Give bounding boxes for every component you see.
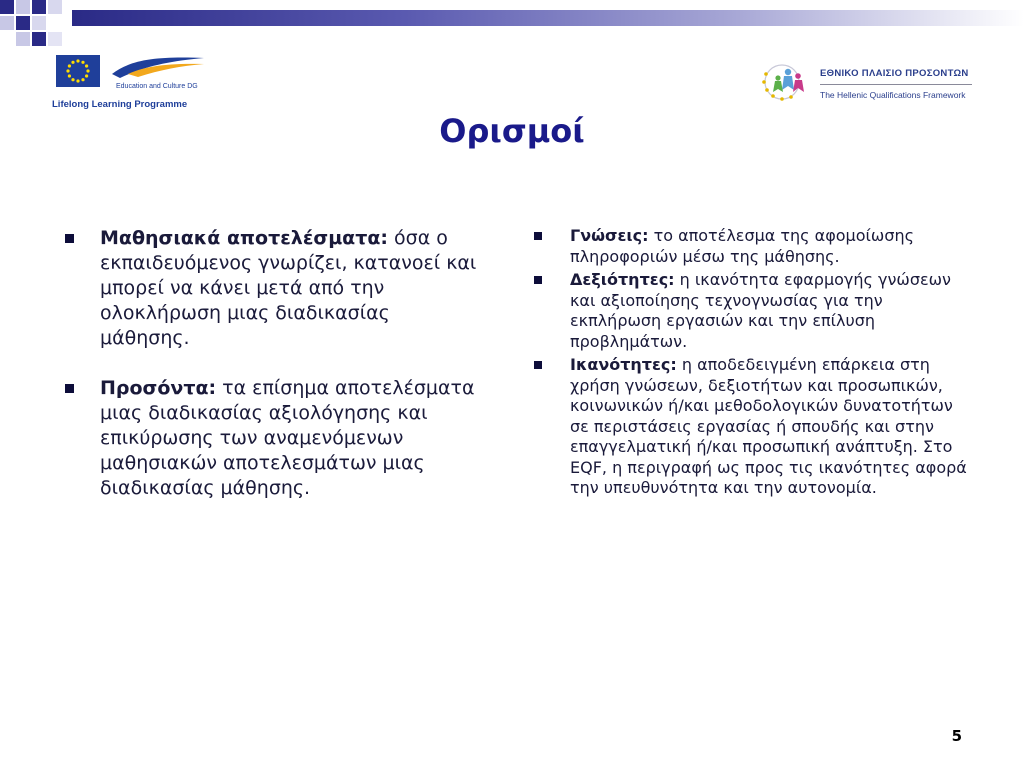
square-bullet-icon (534, 232, 542, 240)
list-item (532, 270, 972, 352)
header-decoration (0, 0, 1024, 60)
swoosh-icon (110, 52, 206, 80)
square-bullet-icon (65, 234, 74, 243)
definition-text: όσα ο εκπαιδευόμενος γνωρίζει, κατανοεί και μπορεί να κάνει μετά από την ολοκλήρωση μιας διαδικασίας μάθησης. (100, 227, 477, 349)
list-item (532, 355, 972, 499)
divider (820, 84, 972, 85)
page-number: 5 (951, 727, 962, 745)
eu-department-label: Education and Culture DG (116, 83, 198, 90)
definition-text: η ικανότητα εφαρμογής γνώσεων και αξιοποίησης τεχνογνωσίας για την εκπλήρωση εργασιών και την επίλυση προβλημάτων. (570, 270, 951, 351)
page-title: Ορισμοί (439, 112, 585, 150)
square-bullet-icon (65, 384, 74, 393)
nqf-title-greek: ΕΘΝΙΚΟ ΠΛΑΙΣΙΟ ΠΡΟΣΟΝΤΩΝ (820, 68, 969, 79)
nqf-title-english: The Hellenic Qualifications Framework (820, 90, 966, 100)
header-gradient-bar (72, 10, 1024, 26)
definition-text: η αποδεδειγμένη επάρκεια στη χρήση γνώσεων, δεξιοτήτων και προσωπικών, κοινωνικών ή/και μεθοδολογικών δυνατοτήτων σε περιστάσεις εργασίας ή σπουδής και στην επαγγελματική ή/και προσωπική ανάπτυξη. Στο EQF, η περιγραφή ως προς τις ικανότητες αφορά την υπευθυνότητα και την αυτονομία. (570, 355, 967, 497)
eu-lifelong-learning-logo (52, 52, 208, 114)
list-item (63, 376, 483, 501)
list-item (532, 226, 972, 267)
nqf-logo (758, 60, 978, 110)
square-bullet-icon (534, 361, 542, 369)
eu-programme-label: Lifelong Learning Programme (52, 99, 188, 110)
definition-term: Μαθησιακά αποτελέσματα: (100, 227, 389, 249)
definition-term: Γνώσεις: (570, 226, 649, 245)
left-definitions-list (63, 226, 483, 501)
definition-term: Ικανότητες: (570, 355, 677, 374)
square-bullet-icon (534, 276, 542, 284)
definition-text: τα επίσημα αποτελέσματα μιας διαδικασίας αξιολόγησης και επικύρωσης των αναμενόμενων μαθησιακών αποτελεσμάτων μιας διαδικασίας μάθησης. (100, 377, 475, 499)
list-item (63, 226, 483, 351)
qualifications-framework-emblem-icon (758, 60, 816, 106)
eu-flag-icon (56, 55, 100, 87)
definition-text: το αποτέλεσμα της αφομοίωσης πληροφοριών μέσω της μάθησης. (570, 226, 914, 266)
definition-term: Δεξιότητες: (570, 270, 675, 289)
right-definitions-list (532, 226, 972, 499)
definition-term: Προσόντα: (100, 377, 217, 399)
